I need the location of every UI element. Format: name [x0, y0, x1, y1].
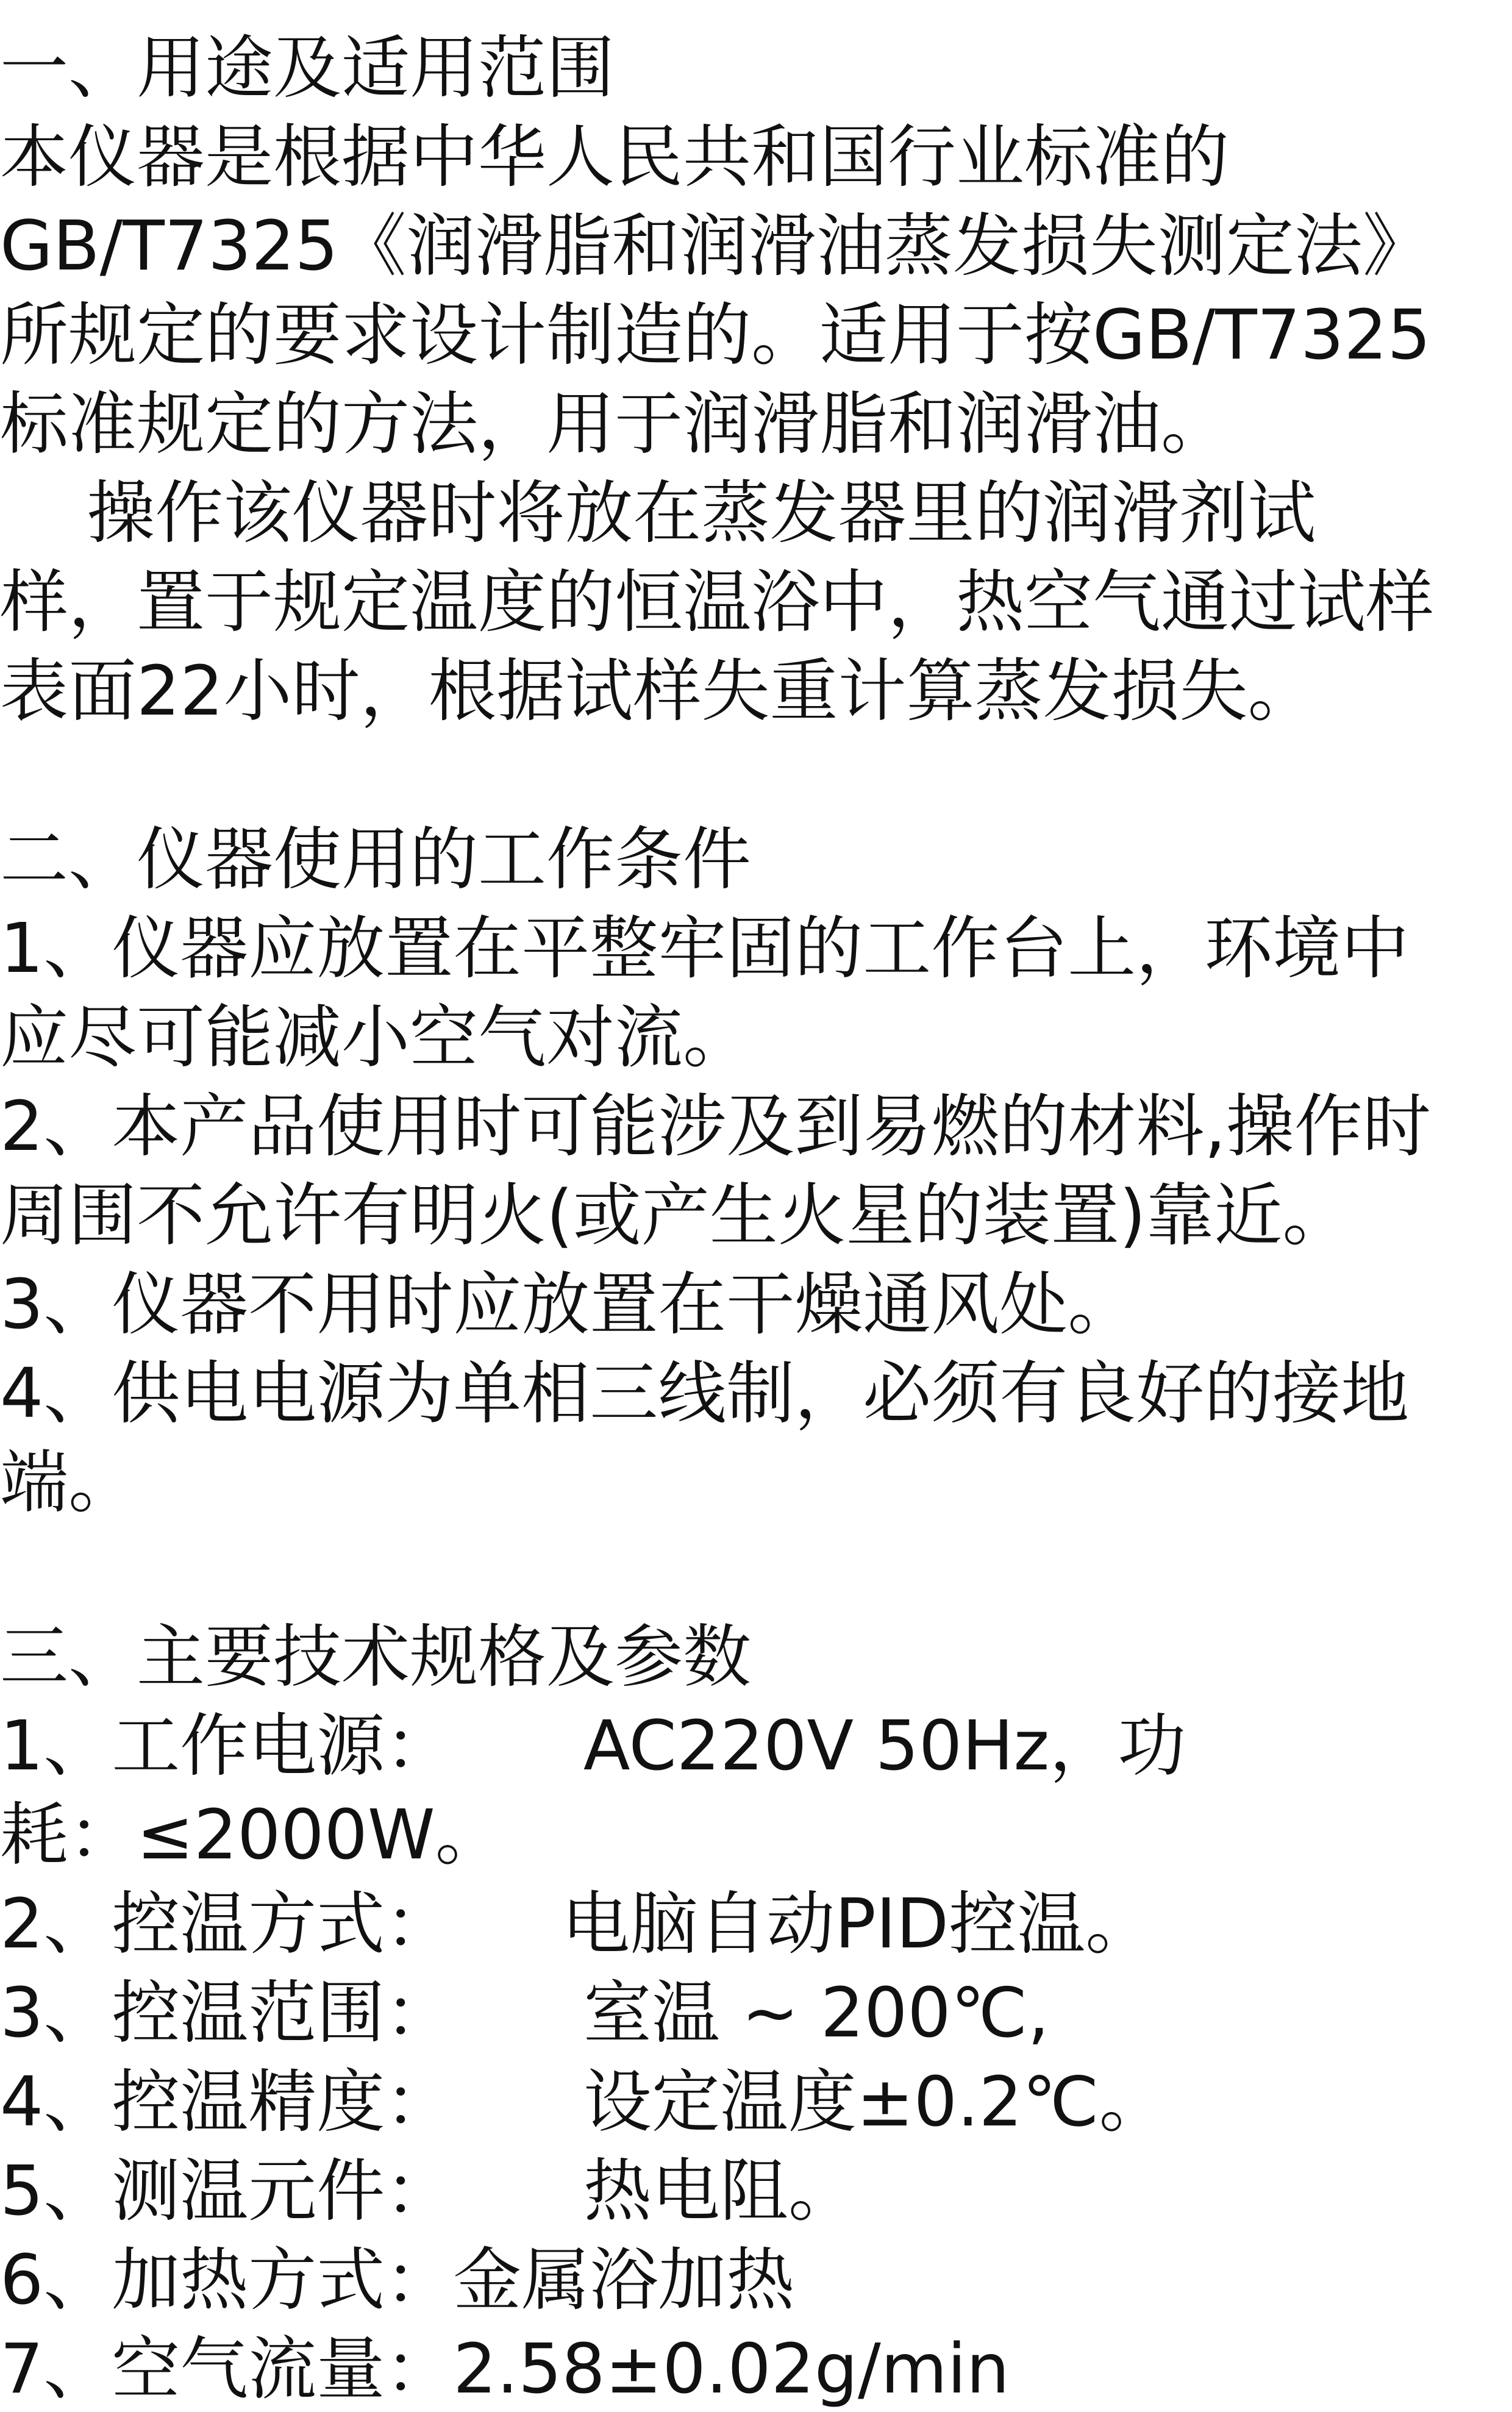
list-item: 1、仪器应放置在平整牢固的工作台上，环境中 — [0, 909, 1410, 988]
list-item: 周围不允许有明火(或产生火星的装置)靠近。 — [0, 1176, 1351, 1255]
spec-item: 4、控温精度： 设定温度±0.2℃。 — [0, 2063, 1168, 2142]
spec-item: 7、空气流量：2.58±0.02g/min — [0, 2330, 1010, 2409]
paragraph-line: 所规定的要求设计制造的。适用于按GB/T7325 — [0, 296, 1431, 375]
paragraph-line: GB/T7325《润滑脂和润滑油蒸发损失测定法》 — [0, 207, 1431, 286]
spec-item: 2、控温方式： 电脑自动PID控温。 — [0, 1885, 1154, 1964]
paragraph-line: 本仪器是根据中华人民共和国行业标准的 — [0, 118, 1229, 197]
list-item: 应尽可能减小空气对流。 — [0, 998, 751, 1077]
paragraph-line: 标准规定的方法，用于润滑脂和润滑油。 — [0, 385, 1229, 464]
spec-item: 1、工作电源： AC220V 50Hz，功 — [0, 1707, 1186, 1786]
spec-item: 耗：≤2000W。 — [0, 1796, 504, 1875]
paragraph-line: 表面22小时，根据试样失重计算蒸发损失。 — [0, 652, 1316, 731]
section-heading-specs: 三、主要技术规格及参数 — [0, 1618, 751, 1697]
list-item: 端。 — [0, 1443, 137, 1522]
paragraph-line: 操作该仪器时将放在蒸发器里的润滑剂试 — [0, 474, 1316, 553]
section-heading-conditions: 二、仪器使用的工作条件 — [0, 820, 751, 899]
list-item: 4、供电电源为单相三线制，必须有良好的接地 — [0, 1354, 1410, 1433]
section-heading-usage: 一、用途及适用范围 — [0, 29, 615, 108]
paragraph-line: 样，置于规定温度的恒温浴中，热空气通过试样 — [0, 563, 1434, 642]
spec-item: 6、加热方式：金属浴加热 — [0, 2241, 795, 2320]
spec-item: 5、测温元件： 热电阻。 — [0, 2152, 857, 2231]
list-item: 2、本产品使用时可能涉及到易燃的材料,操作时 — [0, 1087, 1431, 1166]
list-item: 3、仪器不用时应放置在干燥通风处。 — [0, 1265, 1136, 1344]
spec-item: 3、控温范围： 室温 ~ 200℃, — [0, 1974, 1050, 2053]
